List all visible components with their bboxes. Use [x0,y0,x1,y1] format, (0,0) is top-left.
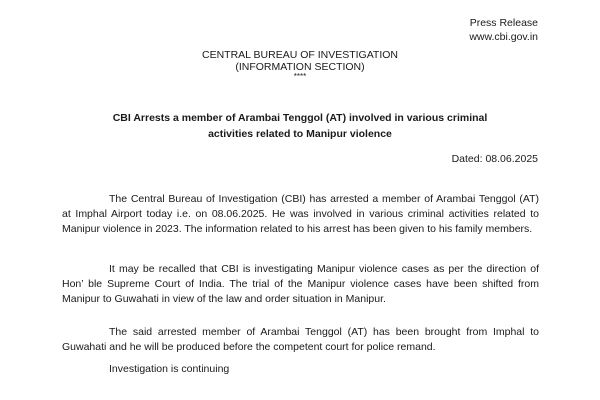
paragraph-1: The Central Bureau of Investigation (CBI) has arrested a member of Arambai Tenggol (AT) at Imphal Airport today i.e. on 08.06.2025. He was involved in various criminal activities related to Manipur violence in 2023. The information related to his arrest has been given to his family members. [62,193,539,236]
separator-stars: **** [293,72,307,81]
release-date: Dated: 08.06.2025 [451,153,538,165]
press-release-label: Press Release [469,17,538,29]
org-section: (INFORMATION SECTION) [235,61,365,73]
org-name: CENTRAL BUREAU OF INVESTIGATION [201,49,399,61]
paragraph-4: Investigation is continuing [109,363,230,375]
press-release-title: CBI Arrests a member of Arambai Tenggol (AT) involved in various criminal activities related to Manipur violence [112,112,488,140]
website-url: www.cbi.gov.in [469,31,538,43]
paragraph-3: The said arrested member of Arambai Tenggol (AT) has been brought from Imphal to Guwahati and he will be produced before the competent court for police remand. [62,326,539,354]
paragraph-2: It may be recalled that CBI is investigating Manipur violence cases as per the direction of Hon’ ble Supreme Court of India. The trial of the Manipur violence cases have been shifted from Manipur to Guwahati in view of the law and order situation in Manipur. [62,263,539,306]
